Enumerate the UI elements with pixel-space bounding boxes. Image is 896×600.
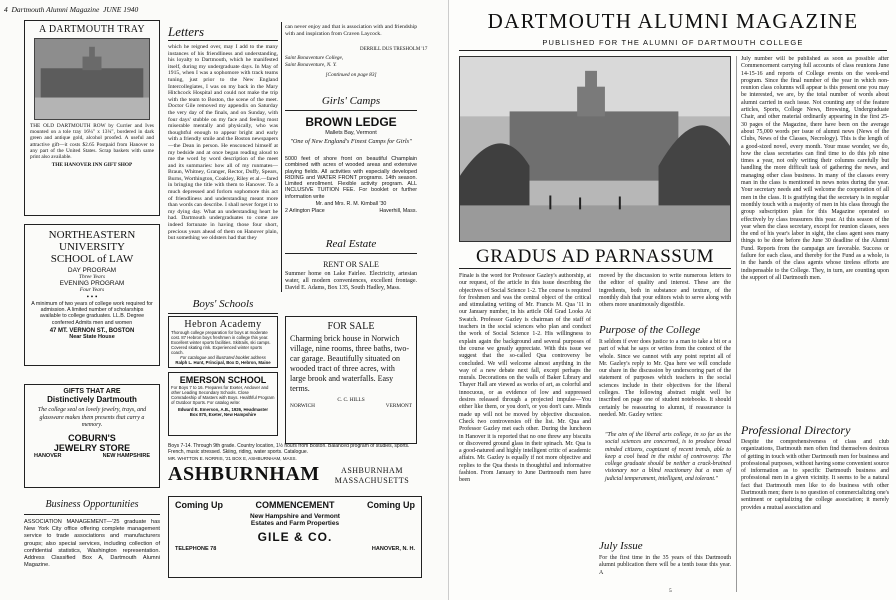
brown-ledge-contact: Mr. and Mrs. R. M. Kimball '30 xyxy=(315,201,387,207)
law-bullets: • • • xyxy=(86,293,98,301)
gile-city: HANOVER, N. H. xyxy=(371,546,415,552)
law-evening-sub: Four Years xyxy=(79,287,105,293)
for-sale-state: VERMONT xyxy=(385,403,412,410)
tray-image xyxy=(34,38,150,120)
gile-line-1: New Hampshire and Vermont xyxy=(250,513,340,520)
masthead: DARTMOUTH ALUMNI MAGAZINE xyxy=(487,9,859,33)
gile-line-2: Estates and Farm Properties xyxy=(250,520,340,527)
coburn-location xyxy=(28,453,156,459)
ashburnham-state: MASSACHUSETTS xyxy=(334,476,410,485)
campus-photo-svg xyxy=(460,57,730,241)
for-sale-body: Charming brick house in Norwich village, nine rooms, three baths, two-car garage. Beautifully situated on wooded tract of three acres, with large brook and waterfalls. Easy terms. xyxy=(290,334,410,393)
tray-ad-title: A DARTMOUTH TRAY xyxy=(39,24,145,35)
hebron-footer: For catalogue and illustrated booklet address xyxy=(180,355,266,360)
july-body: For the first time in the 35 years of this Dartmouth alumni publication there will be a tenth issue this year. A xyxy=(599,555,731,576)
brown-ledge-place: Mallets Bay, Vermont xyxy=(325,130,377,136)
gile-name: GILE & CO. xyxy=(257,530,333,544)
professional-body: Despite the comprehensiveness of class and club organizations, Dartmouth men often find themselves desirous of getting in touch with other Dartmouth men for business and professional purposes, without having some convenient source of information as to specific Dartmouth business and professional men in a given vicinity. It seems to be a natural fact that Dartmouth men like to do business with other Dartmouth men; there is no question of commercializing one's sentiment or capitalizing the college association; it merely provides a mutual association and xyxy=(741,439,889,511)
gile-coming-up-left: Coming Up xyxy=(175,500,223,510)
left-page-header: 4 Dartmouth Alumni Magazine JUNE 1940 xyxy=(4,5,139,14)
emerson-ad xyxy=(168,372,278,436)
law-name-3: SCHOOL of LAW xyxy=(50,253,134,265)
hebron-contact: Ralph L. Hunt, Principal, Box D, Hebron, Maine xyxy=(175,360,271,365)
ashburnham-contact: MR. WHITTON E. NORRIS, '21 BOX E, ASHBURNHAM, MASS. xyxy=(168,456,297,461)
business-rule xyxy=(24,514,160,515)
editorial-col2-top: moved by the discussion to write numerous letters to the editor of quality and interest. These are the ingredients, both in substance and texture, of the monthly dish that your editors wish to serve along with others more unanimously digestible. xyxy=(599,273,731,309)
for-sale-title: FOR SALE xyxy=(327,321,375,332)
law-name-2: UNIVERSITY xyxy=(59,241,125,253)
brown-ledge-name: BROWN LEDGE xyxy=(305,115,397,129)
purpose-quote: "The aim of the liberal arts college, in so far as the social sciences are concerned, is to produce broad minded citizens, cognizant of recent trends, able to keep a cool head in the midst of controversy. The college graduate should be neither a crack-brained visionary nor a blind reactionary but a man of judicial temperament, intelligent, and tolerant." xyxy=(605,432,731,482)
gile-headline xyxy=(175,500,415,510)
girls-camps-title: Girls' Camps xyxy=(321,95,381,107)
ashburnham-logo: ASHBURNHAM xyxy=(168,463,320,485)
column-divider-right xyxy=(736,56,737,592)
law-name-1: NORTHEASTERN xyxy=(48,229,136,241)
business-title: Business Opportunities xyxy=(45,499,139,510)
coburn-headline-1: GIFTS THAT ARE xyxy=(63,388,121,395)
campus-photo xyxy=(459,56,731,242)
law-address: 47 MT. VERNON ST., BOSTON xyxy=(49,327,135,334)
purpose-body: It seldom if ever does justice to a man to take a bit or a part of what he says or writes from the context of the whole. Since we cannot with any point reprint all of Mr. Gazley's reply to Mr. Qua here we will conclude our share in the discussion by underscoring part of the statement of purposes which teachers in the social sciences include in their objectives for the liberal colleges. The following abstract might well be inscribed on page one of student notebooks. It should certainly be reassuring to alumni, if reassurance is needed. Mr. Gazley writes: xyxy=(599,339,731,418)
professional-title: Professional Directory xyxy=(741,423,851,437)
brown-ledge-address xyxy=(285,208,417,214)
ashburnham-town: ASHBURNHAM xyxy=(341,466,403,475)
july-title: July Issue xyxy=(599,540,643,552)
coburn-body: The college seal on lovely jewelry, trays, and glassware makes them presents that carry a memory. xyxy=(37,407,147,428)
boys-schools-rule xyxy=(168,313,278,314)
emerson-contact: Edward E. Emerson, A.B., 1926, Headmaster xyxy=(177,407,269,412)
law-day-sub: Three Years xyxy=(78,274,106,280)
business-body: ASSOCIATION MANAGEMENT—'25 graduate has New York City office offering complete management service to trade associations and manufacturers groups; also special services, including collection of confidential statistics, Washington representation. Address Classified Box A, Dartmouth Alumni Magazine. xyxy=(24,519,160,569)
tray-ad-body: THE OLD DARTMOUTH ROW by Currier and Ives mounted on a tole tray 16¼" x 13¼", bordered in dark green and antique gold, alcohol proofed. A useful and attractive gift—it costs $2.65 Postpaid from Hanover to any part of the United States. Scrap baskets with same print also available. xyxy=(30,123,154,161)
column-divider-1 xyxy=(281,22,282,292)
law-school-ad xyxy=(24,224,160,366)
brown-ledge-body: 5000 feet of shore front on beautiful Champlain combined with acres of wooded areas and extensive playing fields. All activities with especially developed RIDING and WATER FRONT programs. 14th season. Limited enrollment. Flexible activity program. ALL INCLUSIVE TUITION FEE. For booklet or further information write xyxy=(285,156,417,200)
for-sale-location xyxy=(290,403,412,409)
letters-title: Letters xyxy=(168,24,205,39)
for-sale-ad xyxy=(285,316,417,444)
hebron-body: Thorough college preparation for boys at moderate cost. 87 Hebron boys freshmen in college this year. Excellent winter sports facilities. Skitrails, ski camps. Covered skating rink. Experienced winter sports coach. xyxy=(171,330,271,355)
law-body: A minimum of two years of college work required for admission. A limited number of scholarships available to college graduates. LL.B. Degree conferred Admits men and women xyxy=(31,301,153,326)
brown-ledge-city: Haverhill, Mass. xyxy=(379,208,417,214)
right-page-number: 5 xyxy=(669,588,672,594)
for-sale-town: NORWICH xyxy=(290,403,316,410)
coburn-ad xyxy=(24,384,160,488)
letters-place-1: Saint Bonaventure College, xyxy=(285,55,344,61)
gile-phone: TELEPHONE 78 xyxy=(175,546,217,552)
letters-signature: DERRILL DUS TRESHOLM '17 xyxy=(360,47,428,52)
headline-rule xyxy=(459,268,731,269)
law-day: DAY PROGRAM xyxy=(67,267,117,274)
coburn-headline-2: Distinctively Dartmouth xyxy=(47,395,137,404)
purpose-title: Purpose of the College xyxy=(599,324,701,336)
letters-col1: which he reigned over, may I add to the many instances of his friendliness and understanding, his loyalty to Dartmouth, which he manifested itself, during my undergraduate days. In May of 1915, when I was a sophomore with track teams tuning, just prior to the New England Intercollegiates, I was on my back in the Mary Hitchcock Hospital and could not make the trip with the team to Boston, the scene of the meet. Doctor Gile removed my appendix on Saturday the very day of the finals, and on Sunday, with four days' stubble on my face and feeling most miserable mentally and physically, who was thoughtful enough to appear bright and early with a friendly smile and the Boston newspapers—the Dean in person. He ensconced himself at my bedside and at once began reading aloud to me the word by word description of the meet and its summaries: how all of my runmates—Braun, Whitney, Granger, Rector, Duffy, Spears, Burns, Worthington, Coakley, Riley et al.—fared in bringing the title with them to Hanover. To a much depressed and forlorn sophomore this act of friendliness and understanding meant more than words can describe. I shall never forget it to my dying day. What an understanding heart he had. Dartmouth undergraduates to come are indeed fortunate in having those four short, precious years ahead of them on Hanover plain, but something we oldsters had that they xyxy=(168,44,278,242)
gile-ad xyxy=(168,496,422,578)
ashburnham-location xyxy=(322,466,422,486)
coburn-name-2: JEWELRY STORE xyxy=(53,442,131,453)
letters-rule xyxy=(168,40,278,41)
tray-ad xyxy=(24,20,160,216)
emerson-name: EMERSON SCHOOL xyxy=(179,375,267,385)
real-estate-title: Real Estate xyxy=(325,238,377,250)
emerson-box: Box 870, Exeter, New Hampshire xyxy=(189,412,257,417)
letters-col2: can never enjoy and that is association with and friendship with and inspiration from Craven Laycock. xyxy=(285,24,417,37)
gile-coming-up-right: Coming Up xyxy=(367,500,415,510)
right-page xyxy=(448,0,896,600)
brown-ledge-tagline: "One of New England's Finest Camps for Girls" xyxy=(290,138,412,145)
ashburnham-body: Boys 7-14. Through 9th grade. Country location, 1½ hours from Boston. Balanced program of studies, sports. French, music stressed. Skiing, riding, water sports. Catalogue. xyxy=(168,443,410,455)
editorial-col3: July number will be published as soon as possible after Commencement carrying full accounts of class reunions June 14-15-16 and reports of College events on the week-end program. Since the final number of the year in which non-reunion class columns will appear is this present one you may be interested, we are, by the total number of words about alumni carried in each issue. Not counting any of the feature articles, Sports, College News, Browsing, Undergraduate Chair, and other material ordinarily appearing in the first 25-30 pages of the Magazine, there have been on the average about 75,000 words per issue of alumni news (News of the Clubs, News of the Classes, Necrology). This is the length of a good-sized novel, every month. Your muse wonder, we do, how the class secretaries can find time to do this job nine times a year, not only writing their columns carefully but handling the more difficult task of gathering the news, and managing other class business. In many of the classes every man in the class is mentioned in news notes during the year. Your secretary needs and will welcome the cooperation of all men in the class. It is gratifying that the secretary is in regular monthly touch with a majority of men in his class through the group subscription plan for this Magazine operated so effectively by class treasurers this year. At this season of the year when the class secretary, except for reunion classes, sees the end of his year's labor in sight, the class agent sees many things to be done before the June 30 deadline of the Alumni Fund. Reports from the campaign are favorable. Success or failure for each class, and thereby for the Fund as a whole, is in the hands of the class agents whose tireless efforts are indispensable to the College. They, in turn, are counting upon the support of all Dartmouth men. xyxy=(741,56,889,281)
editorial-col1: Finale is the word for Professor Gazley's authorship, at our request, of the article in this issue describing the objectives of Social Science 1-2. The course is required for freshmen and was the central object of the critical and stimulating writing of Mr. Francis M. Qua '11 in our January number, in his article Old Grad Looks At Swatch. Professor Gazley is chairman of the staff of teachers in the social sciences who plan and conduct the work of Social Science 1-2. His willingness to explain again the background and several purposes of the course we greatly appreciate. With this issue we suggest that the so-called Qua controversy be concluded. We will welcome almost anything in the way of a new debate next fall, except perhaps the murals. Decorations on the walls of Baker Library and Thayer Hall are viewed as works of art, as colorful and innocuous, or as evidence of low and suppressed desires released through a projected impulse—You either like them, or you don't, or you don't care. Minds made up will not be moved by objective discussion. Check two controversies off the list. Mr. Qua and Professor Gazley met each other. During the luncheon in Hanover it is reported that no one threw any biscuits or discovered ground glass in their spinach. Mr. Qua is a good-natured and highly intelligent critic of academic affairs. Mr. Gazley is equally if not more objective and replies to the Qua thesis in thoughtful and informative fashion. From January to June Dartmouth men have been xyxy=(459,273,591,484)
gile-commencement: COMMENCEMENT xyxy=(255,500,335,510)
law-address-2: Near State House xyxy=(69,333,115,340)
headline: GRADUS AD PARNASSUM xyxy=(476,246,714,267)
for-sale-name: C. C. HILLS xyxy=(337,397,365,403)
letters-place-2: Saint Bonaventure, N. Y. xyxy=(285,62,337,68)
masthead-subtitle: PUBLISHED FOR THE ALUMNI OF DARTMOUTH COLLEGE xyxy=(542,38,804,47)
rent-title: RENT OR SALE xyxy=(323,260,379,269)
emerson-body: For Boys 7 to 16. Prepares for Exeter, Andover and other Leading Secondary Schools. Close Comradeship of Masters with Boys. Healthful Program of Outdoor Sports. For catalog write: xyxy=(171,385,275,405)
hebron-ad xyxy=(168,316,278,368)
rent-body: Summer home on Lake Fairlee. Electricity, artesian water, all modern conveniences, excellent frontage. David E. Adams, Box 135, South Hadley, Mass. xyxy=(285,271,417,292)
masthead-rule xyxy=(459,50,887,51)
girls-camps-rule xyxy=(285,110,417,111)
real-estate-rule xyxy=(285,253,417,254)
coburn-city: HANOVER xyxy=(34,452,62,459)
coburn-state: NEW HAMPSHIRE xyxy=(102,452,150,459)
coburn-name-1: COBURN'S xyxy=(68,432,116,443)
letters-continued: [Continued on page 83] xyxy=(325,72,377,78)
gile-footer xyxy=(175,546,415,552)
boys-schools-title: Boys' Schools xyxy=(192,298,254,310)
law-evening: EVENING PROGRAM xyxy=(59,280,125,287)
hebron-name: Hebron Academy xyxy=(184,319,262,330)
brown-ledge-street: 2 Arlington Place xyxy=(285,208,325,214)
tray-ad-footer: THE HANOVER INN GIFT SHOP xyxy=(51,162,133,169)
